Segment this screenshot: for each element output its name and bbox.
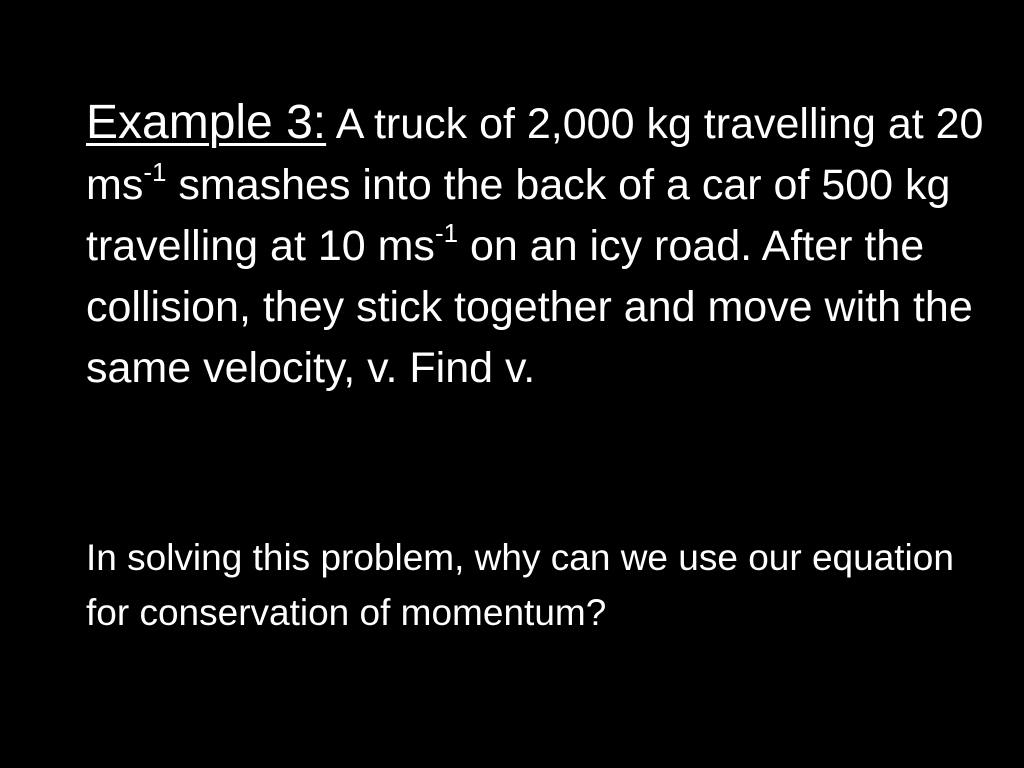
problem-text-part-1: A truck of 2,000 kg travelling at 20 ms [86, 100, 984, 209]
example-label: Example 3: [86, 96, 327, 149]
problem-statement [86, 92, 986, 399]
follow-up-question: In solving this problem, why can we use our equation for conservation of momentum? [86, 537, 954, 633]
problem-text-part-3: on an icy road. After the collision, they stick together and move with the same velocity, v. Find v. [86, 222, 973, 392]
problem-text-part-2: smashes into the back of a car of 500 kg travelling at 10 ms [86, 161, 951, 270]
unit-exponent-1: -1 [143, 157, 167, 187]
unit-exponent-2: -1 [434, 218, 459, 248]
